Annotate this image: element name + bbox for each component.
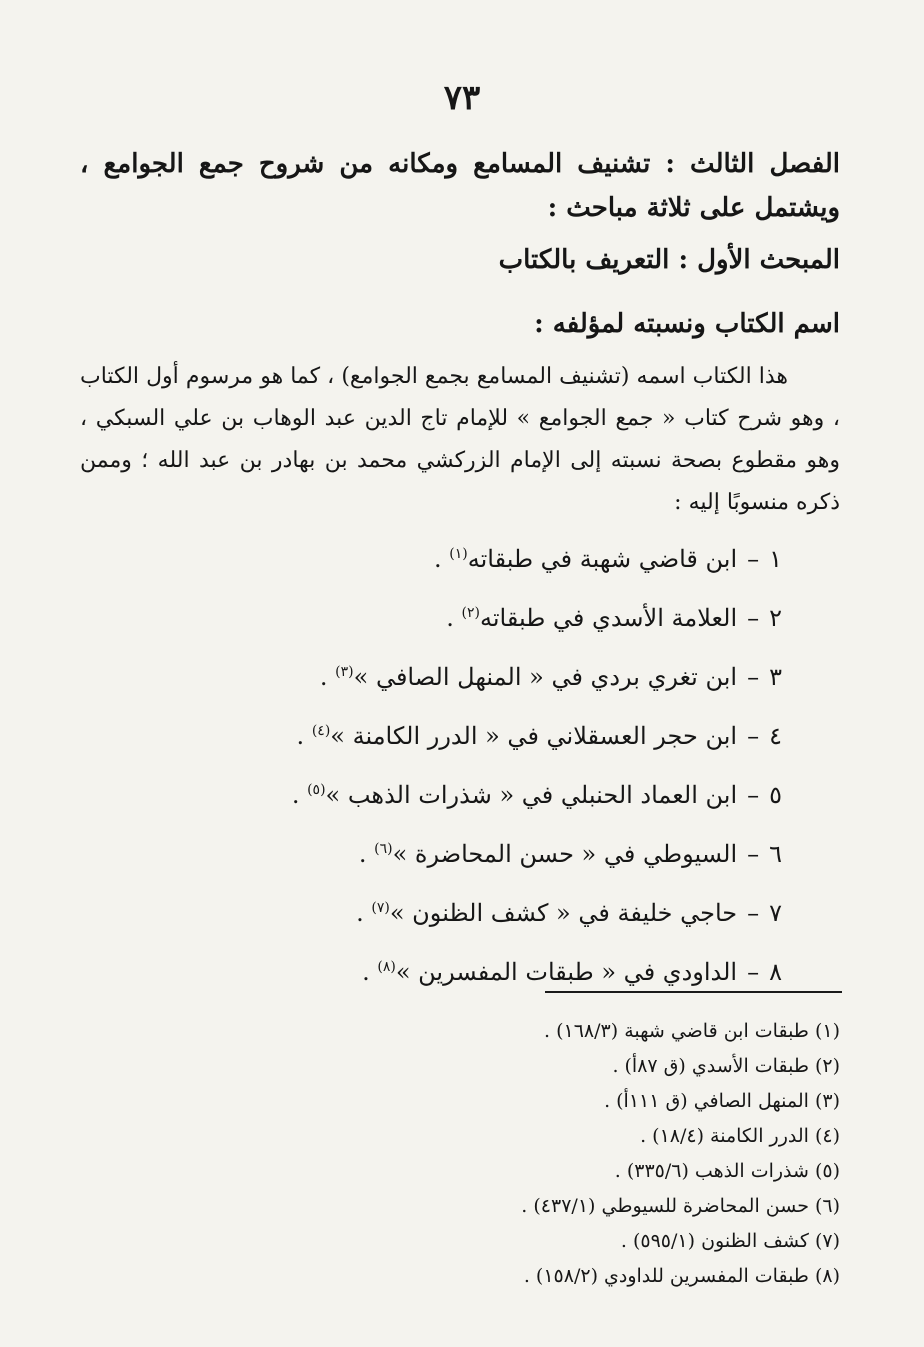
- item-number: ٨: [769, 958, 782, 986]
- footnote-ref: (٤): [311, 723, 331, 739]
- list-item: [80, 766, 782, 825]
- item-text: ابن قاضي شهبة في طبقاته: [467, 545, 738, 573]
- footnote-number: (٨): [814, 1265, 840, 1287]
- list-item: [80, 884, 782, 943]
- chapter-heading: الفصل الثالث : تشنيف المسامع ومكانه من شروح جمع الجوامع ، ويشتمل على ثلاثة مباحث :: [80, 149, 840, 223]
- list-item: [80, 707, 782, 766]
- footnote: [80, 1224, 840, 1259]
- item-end: .: [356, 899, 372, 927]
- item-text: حاجي خليفة في « كشف الظنون »: [389, 899, 738, 927]
- item-number: ٦: [769, 840, 782, 868]
- item-number: ٧: [769, 899, 782, 927]
- page-number: ٧٣: [443, 78, 481, 118]
- item-text: ابن تغري بردي في « المنهل الصافي »: [353, 663, 738, 691]
- item-text: ابن حجر العسقلاني في « الدرر الكامنة »: [330, 722, 738, 750]
- list-item: [80, 648, 782, 707]
- footnote-ref: (٦): [374, 841, 393, 857]
- footnote: [80, 1259, 840, 1294]
- footnote: [80, 1119, 840, 1154]
- footnote-text: حسن المحاضرة للسيوطي (٤٣٧/١) .: [521, 1195, 809, 1217]
- footnote: [80, 1049, 840, 1084]
- item-end: .: [319, 663, 336, 691]
- item-end: .: [291, 781, 308, 809]
- item-number: ١: [769, 545, 782, 573]
- footnote-text: الدرر الكامنة (١٨/٤) .: [640, 1125, 809, 1147]
- footnote: [80, 1154, 840, 1189]
- footnotes-list: [80, 1014, 840, 1294]
- footnote-number: (٢): [814, 1055, 840, 1077]
- item-end: .: [358, 840, 375, 868]
- footnote-text: شذرات الذهب (٣٣٥/٦) .: [614, 1160, 809, 1182]
- footnote-text: طبقات الأسدي (ق ٨٧أ) .: [612, 1055, 809, 1077]
- footnote-number: (٧): [814, 1230, 840, 1252]
- item-text: ابن العماد الحنبلي في « شذرات الذهب »: [325, 781, 738, 809]
- footnote-ref: (٥): [307, 782, 326, 798]
- item-text: السيوطي في « حسن المحاضرة »: [392, 840, 738, 868]
- footnote-ref: (٨): [377, 959, 396, 975]
- item-end: .: [362, 958, 378, 986]
- footnote-text: المنهل الصافي (ق ١١١أ) .: [604, 1090, 809, 1112]
- item-dash: –: [747, 604, 760, 632]
- item-dash: –: [747, 545, 760, 573]
- item-number: ٥: [769, 781, 782, 809]
- item-end: .: [296, 722, 312, 750]
- footnote-number: (١): [814, 1020, 840, 1042]
- section-heading: المبحث الأول : التعريف بالكتاب: [498, 245, 840, 275]
- item-dash: –: [747, 899, 760, 927]
- footnote-ref: (٧): [371, 900, 390, 916]
- list-item: [80, 530, 782, 589]
- footnote-ref: (٢): [461, 605, 480, 621]
- item-dash: –: [747, 840, 760, 868]
- footnote-number: (٣): [814, 1090, 840, 1112]
- sources-list: [80, 530, 782, 1002]
- footnote: [80, 1014, 840, 1049]
- footnote-text: طبقات المفسرين للداودي (١٥٨/٢) .: [523, 1265, 809, 1287]
- item-dash: –: [747, 781, 760, 809]
- item-end: .: [446, 604, 462, 632]
- item-number: ٢: [769, 604, 782, 632]
- item-text: الداودي في « طبقات المفسرين »: [395, 958, 738, 986]
- list-item: [80, 825, 782, 884]
- footnote-text: كشف الظنون (٥٩٥/١) .: [620, 1230, 809, 1252]
- footnote-number: (٥): [814, 1160, 840, 1182]
- list-item: [80, 589, 782, 648]
- item-dash: –: [747, 722, 760, 750]
- item-end: .: [433, 545, 450, 573]
- item-number: ٤: [769, 722, 782, 750]
- item-dash: –: [747, 663, 760, 691]
- footnote-text: طبقات ابن قاضي شهبة (١٦٨/٣) .: [544, 1020, 809, 1042]
- subsection-heading: اسم الكتاب ونسبته لمؤلفه :: [534, 309, 840, 339]
- footnote-divider: [545, 991, 842, 993]
- list-item: [80, 943, 782, 1002]
- footnote-ref: (٣): [335, 664, 354, 680]
- footnote-number: (٤): [814, 1125, 840, 1147]
- item-dash: –: [747, 958, 760, 986]
- footnote: [80, 1189, 840, 1224]
- footnote-ref: (١): [449, 546, 468, 562]
- footnote: [80, 1084, 840, 1119]
- footnote-number: (٦): [814, 1195, 840, 1217]
- intro-paragraph: هذا الكتاب اسمه (تشنيف المسامع بجمع الجوامع) ، كما هو مرسوم أول الكتاب ، وهو شرح كتاب « جمع الجوامع » للإمام تاج الدين عبد الوهاب بن علي السبكي ، وهو مقطوع بصحة نسبته إلى الإمام الزركشي محمد بن بهادر بن عبد الله ؛ وممن ذكره منسوبًا إليه :: [80, 364, 840, 515]
- item-text: العلامة الأسدي في طبقاته: [479, 604, 738, 632]
- item-number: ٣: [769, 663, 782, 691]
